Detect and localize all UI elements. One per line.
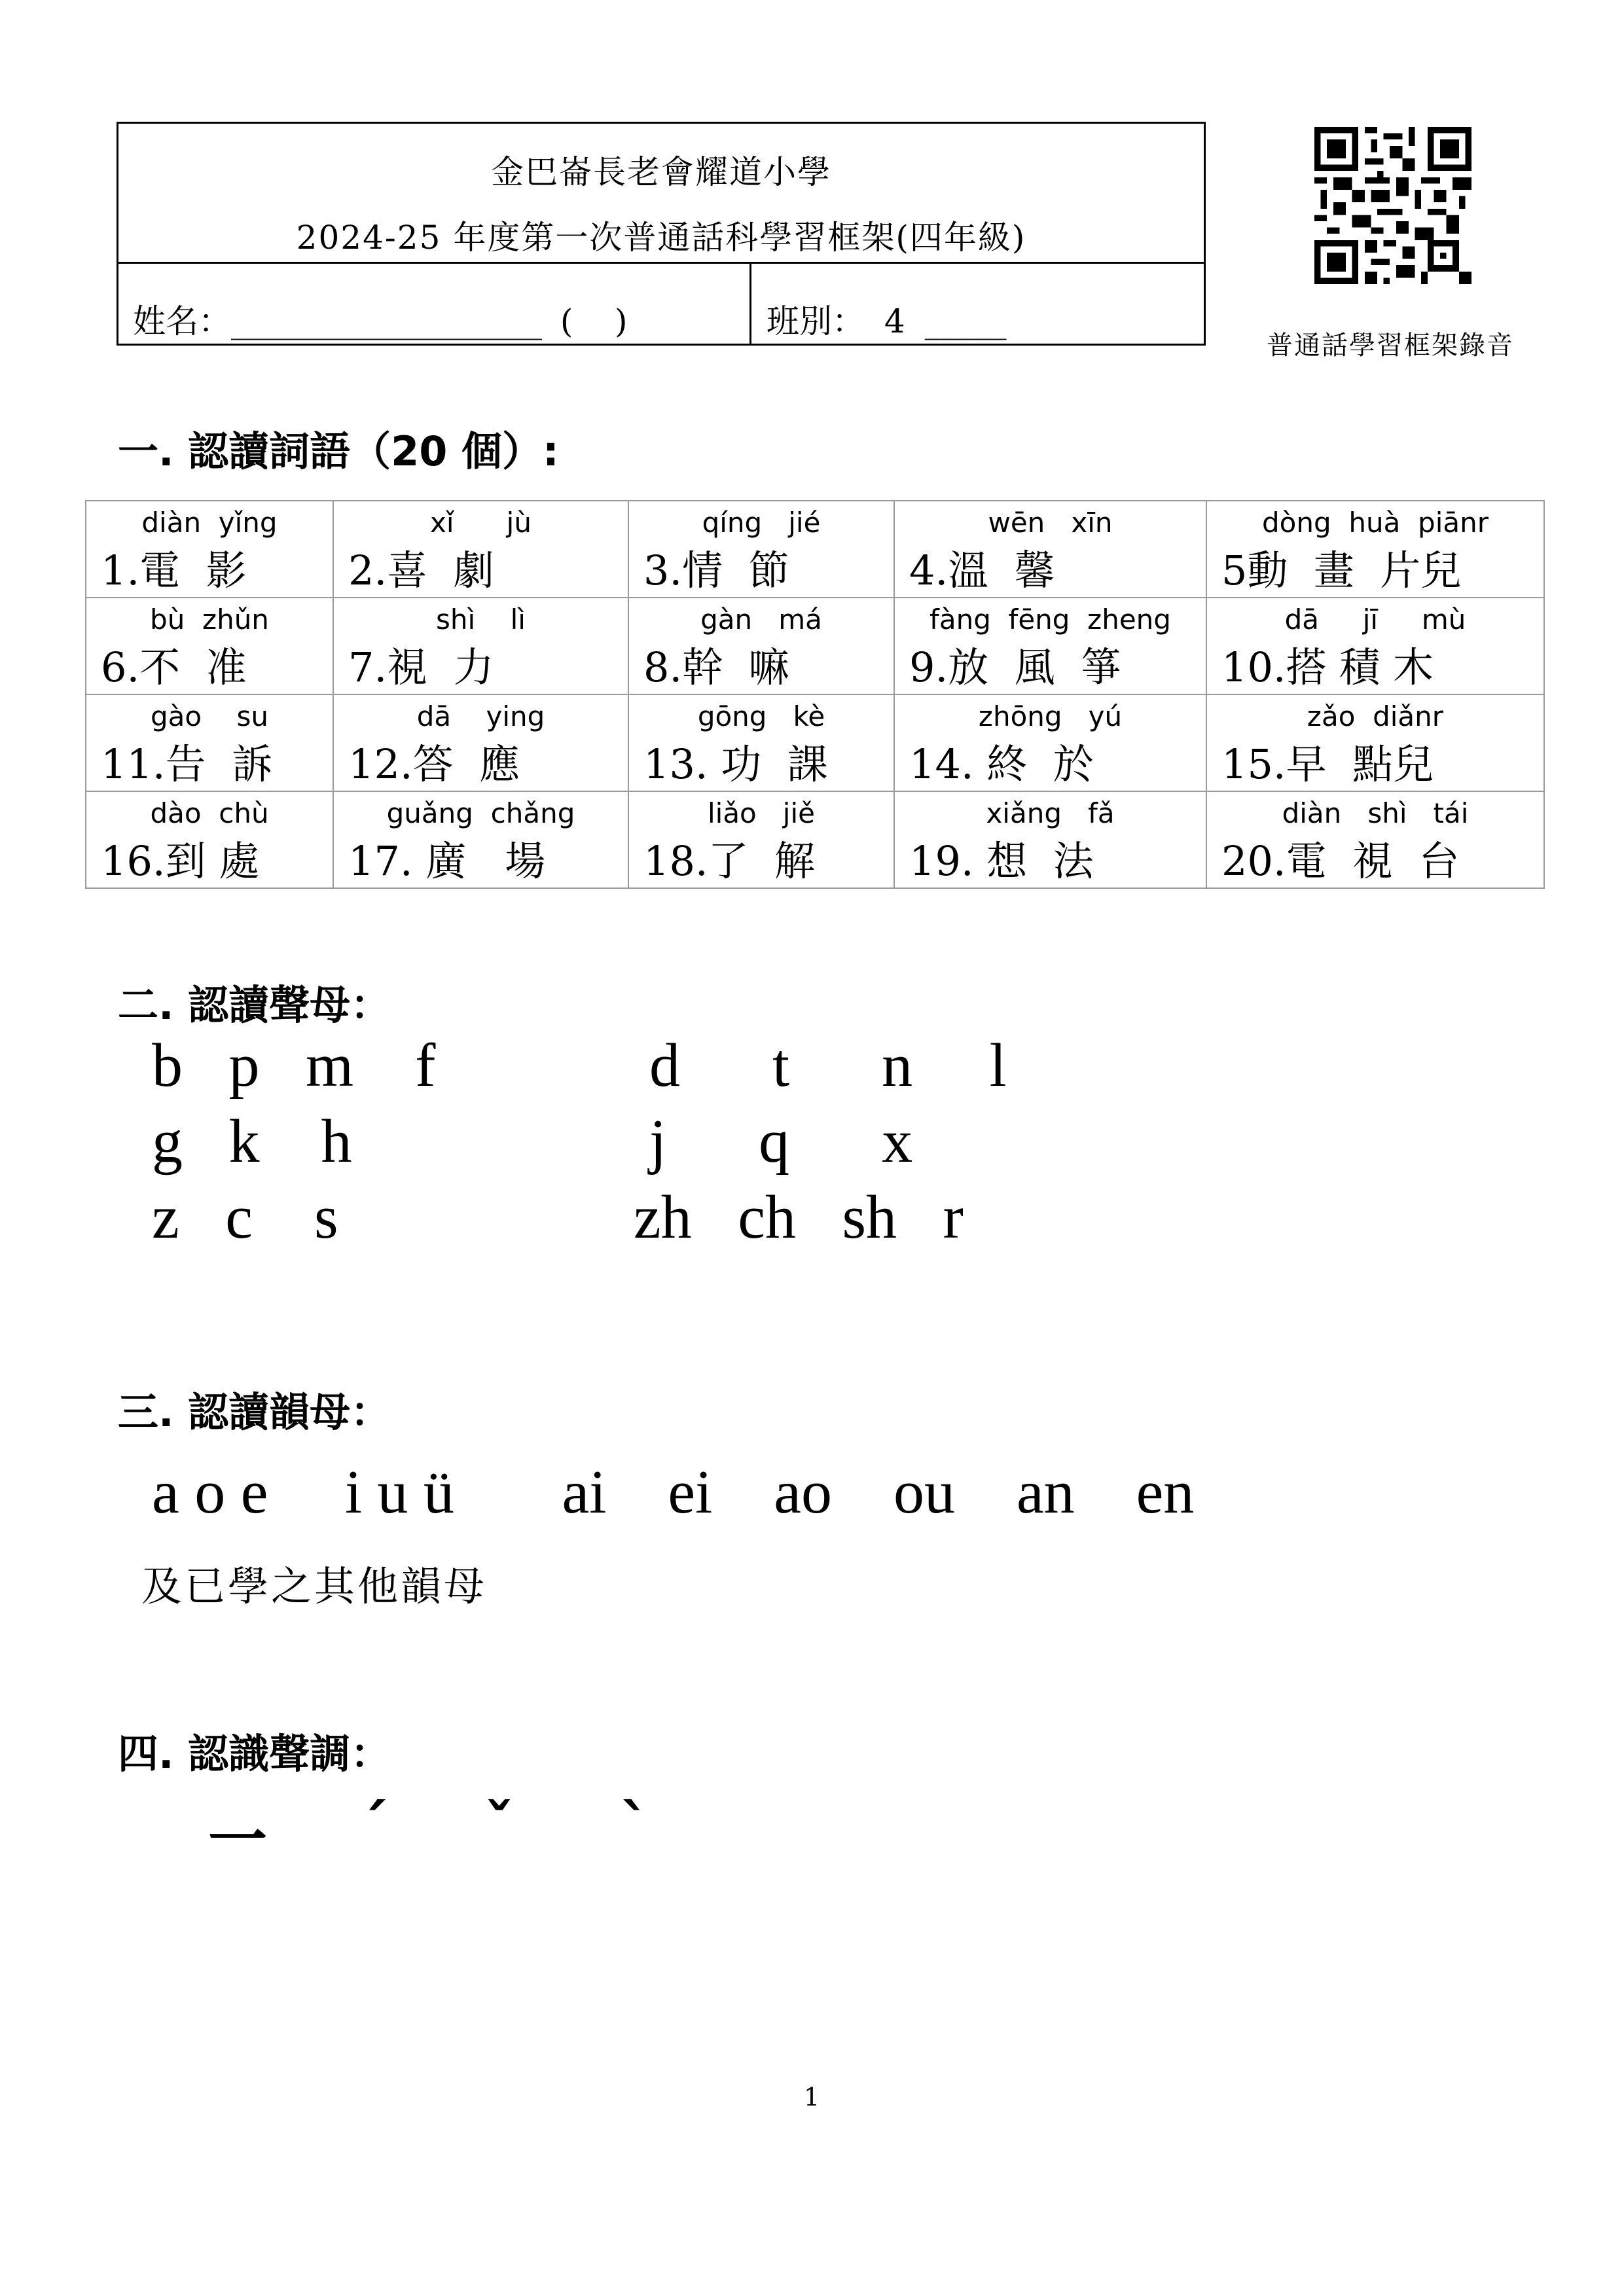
section2-heading: 二. 認讀聲母： [118,981,391,1029]
school-name: 金巴崙長老會耀道小學 [491,153,831,191]
vocab-cell [333,694,628,791]
vocab-word: 12.答 應 [348,740,520,788]
vocab-pinyin: guǎng chǎng [386,797,575,829]
vocab-cell [1206,694,1544,791]
vocab-pinyin: diàn yǐng [141,507,278,539]
vocab-word: 13. 功 課 [643,740,828,788]
class-blank[interactable]: _____ [924,302,1007,340]
vocab-pinyin: fàng fēng zheng [929,603,1171,636]
qr-caption: 普通話學習框架錄音 [1267,331,1514,361]
vocab-word: 2.喜 劇 [348,547,494,594]
vocab-word: 8.幹 嘛 [643,643,789,691]
vocab-cell [894,694,1206,791]
vocab-pinyin: qíng jié [702,507,821,539]
section4-heading: 四. 認識聲調： [118,1730,391,1778]
initials-row-2b: j q x [649,1107,913,1175]
vocab-cell [894,598,1206,694]
vocab-word: 19. 想 法 [909,837,1094,885]
vocab-cell [628,694,894,791]
header-vertical-divider [749,262,751,344]
finals-row: a o e i u ü ai ei ao ou an en [152,1458,1195,1526]
finals-note: 及已學之其他韻母 [141,1562,488,1610]
table-row [86,694,1544,791]
vocab-pinyin: xǐ jù [430,507,532,539]
vocab-word: 6.不 准 [101,643,247,691]
tone-2-mark: ˊ [359,1792,388,1861]
page-number: 1 [803,2083,820,2111]
vocab-word: 18.了 解 [643,837,816,885]
section3-heading: 三. 認讀韻母： [118,1388,391,1436]
vocab-cell [628,791,894,888]
vocab-cell [333,501,628,598]
vocab-pinyin: gàn má [700,603,822,636]
vocab-word: 3.情 節 [643,547,789,594]
name-field[interactable] [133,295,628,342]
vocab-cell [628,598,894,694]
vocab-word: 10.搭 積 木 [1221,643,1434,691]
table-row [86,501,1544,598]
vocab-table [85,500,1545,889]
initials-row-3b: zh ch sh r [634,1183,964,1251]
initials-row-3a: z c s [152,1183,338,1251]
table-row [86,791,1544,888]
vocab-pinyin: bù zhǔn [150,603,269,636]
header-box [117,122,1206,346]
vocab-pinyin: liǎo jiě [707,797,815,829]
tone-4-mark: ˋ [621,1792,650,1861]
initials-row-1b: d t n l [649,1031,1007,1100]
vocab-word: 9.放 風 箏 [909,643,1121,691]
vocab-word: 4.溫 馨 [909,547,1055,594]
vocab-word: 11.告 訴 [101,740,273,788]
qr-code-icon[interactable] [1314,127,1471,284]
document-title: 2024-25 年度第一次普通話科學習框架(四年級) [296,219,1026,257]
table-row [86,598,1544,694]
vocab-word: 14. 終 於 [909,740,1094,788]
vocab-pinyin: gào su [151,700,268,732]
class-field[interactable] [767,295,1007,342]
vocab-pinyin: gōng kè [697,700,825,732]
vocab-cell [333,791,628,888]
vocab-pinyin: zhōng yú [978,700,1123,732]
vocab-cell [333,598,628,694]
vocab-pinyin: zǎo diǎnr [1307,700,1444,732]
vocab-cell [86,791,333,888]
vocab-pinyin: dā jī mù [1284,603,1466,636]
vocab-word: 17. 廣 場 [348,837,546,885]
header-divider [118,262,1204,264]
name-blank[interactable]: ___________________ [231,302,542,340]
vocab-pinyin: wēn xīn [988,507,1113,539]
vocab-word: 20.電 視 台 [1221,837,1460,885]
vocab-cell [86,694,333,791]
class-value: 4 [884,302,905,340]
name-label: 姓名： [133,302,231,340]
vocab-word: 7.視 力 [348,643,494,691]
vocab-pinyin: dào chù [150,797,269,829]
class-label: 班別： [767,302,865,340]
vocab-cell [628,501,894,598]
vocab-word: 1.電 影 [101,547,247,594]
vocab-word: 5動 畫 片兒 [1221,547,1462,594]
class-number-paren[interactable]: ( ) [560,302,628,340]
vocab-cell [1206,598,1544,694]
vocab-pinyin: dòng huà piānr [1262,507,1489,539]
tone-3-mark: ˇ [484,1792,514,1861]
vocab-pinyin: dā ying [416,700,545,732]
tone-1-mark: 一 [208,1806,267,1874]
vocab-word: 16.到 處 [101,837,260,885]
vocab-cell [894,791,1206,888]
vocab-cell [86,598,333,694]
vocab-cell [894,501,1206,598]
vocab-cell [1206,501,1544,598]
initials-row-1a: b p m f [152,1031,436,1100]
initials-row-2a: g k h [152,1107,352,1175]
vocab-pinyin: xiǎng fǎ [986,797,1115,829]
vocab-pinyin: shì lì [436,603,526,636]
vocab-pinyin: diàn shì tái [1282,797,1469,829]
vocab-word: 15.早 點兒 [1221,740,1434,788]
vocab-cell [1206,791,1544,888]
section1-heading: 一. 認讀詞語（20 個）: [118,427,559,475]
vocab-cell [86,501,333,598]
